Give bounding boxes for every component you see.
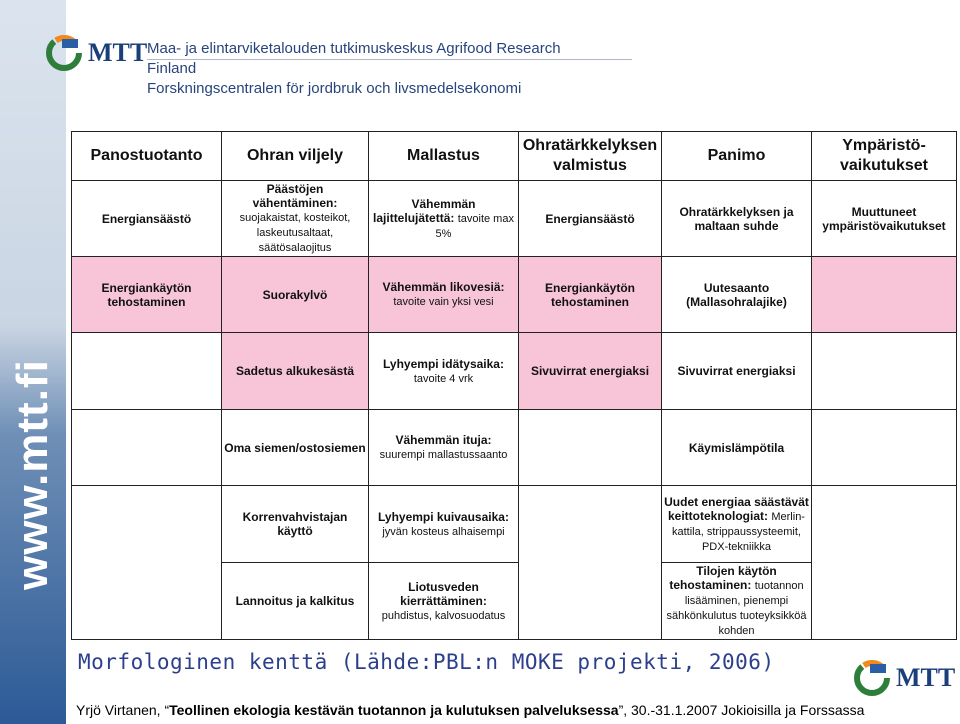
footer-citation [76, 702, 864, 718]
table-cell [369, 410, 519, 486]
morphological-matrix [71, 131, 957, 640]
table-cell-empty [519, 486, 662, 640]
mtt-logo-top [44, 33, 147, 73]
mtt-logo-bottom [852, 658, 955, 698]
table-cell: Lannoitus ja kalkitus [222, 563, 369, 640]
cell-detail-text: puhdistus, kalvosuodatus [381, 609, 506, 622]
table-row [72, 333, 957, 410]
table-cell [662, 563, 812, 640]
mtt-logo-word: MTT [88, 38, 148, 67]
footer-date-place: ”, 30.-31.1.2007 Jokioisilla ja Forssassa [618, 702, 865, 718]
table-cell: Energiansäästö [72, 181, 222, 257]
institution-name-fi: Maa- ja elintarviketalouden tutkimuskeskus Agrifood Research [147, 40, 561, 57]
cell-bold-text: Päästöjen vähentäminen: [252, 182, 338, 210]
column-header: Ohran viljely [222, 132, 369, 181]
cell-bold-text: Vähemmän lajittelujätettä: [373, 196, 476, 225]
table-cell-empty [72, 333, 222, 410]
cell-bold-text: Tilojen käytön tehostaminen: [669, 564, 777, 592]
column-header: Mallastus [369, 132, 519, 181]
table-cell-empty [812, 257, 957, 333]
footer-event-title: Teollinen ekologia kestävän tuotannon ja kulutuksen palveluksessa [169, 702, 619, 718]
cell-bold-text: Lyhyempi idätysaika: [383, 356, 504, 371]
header-row [72, 132, 957, 181]
cell-bold-text: Vähemmän ituja: [395, 433, 492, 447]
cell-bold-text: Liotusveden kierrättäminen: [400, 579, 487, 608]
table-cell: Sivuvirrat energiaksi [662, 333, 812, 410]
table-cell-empty [812, 410, 957, 486]
mtt-logo-mark-icon [852, 658, 892, 698]
table-cell [369, 563, 519, 640]
table-row [72, 257, 957, 333]
table-cell: Energiankäytön tehostaminen [72, 257, 222, 333]
table-cell [369, 486, 519, 563]
cell-bold-text: Uudet energiaa säästävät keittoteknologiat: [664, 494, 809, 523]
column-header: Ympäristö-vaikutukset [812, 132, 957, 181]
table-cell [369, 257, 519, 333]
table-cell [369, 333, 519, 410]
cell-detail-text: tavoite 4 vrk [413, 372, 474, 385]
table-row [72, 486, 957, 563]
table-row [72, 410, 957, 486]
table-cell: Energiansäästö [519, 181, 662, 257]
institution-header [147, 39, 561, 99]
cell-bold-text: Lyhyempi kuivausaika: [378, 509, 509, 524]
mtt-logo-word: MTT [896, 663, 956, 692]
cell-detail-text: tuotannon lisääminen, pienempi sähkönkulutus tuoteyksikköä kohden [666, 580, 807, 637]
cell-detail-text: suojakaistat, kosteikot, laskeutusaltaat, säätösalaojitus [239, 212, 351, 254]
table-cell: Suorakylvö [222, 257, 369, 333]
cell-detail-text: Merlin-kattila, strippaussysteemit, PDX-tekniikka [672, 510, 805, 553]
table-cell [222, 181, 369, 257]
cell-detail-text: jyvän kosteus alhaisempi [382, 525, 505, 538]
mtt-logo-mark-icon [44, 33, 84, 73]
table-cell: Korrenvahvistajan käyttö [222, 486, 369, 563]
table-cell-empty [72, 410, 222, 486]
table-row [72, 181, 957, 257]
column-header: Panostuotanto [72, 132, 222, 181]
cell-bold-text: Vähemmän likovesiä: [382, 280, 505, 294]
cell-detail-text: tavoite vain yksi vesi [393, 296, 494, 308]
institution-country: Finland [147, 60, 197, 77]
table-cell: Sivuvirrat energiaksi [519, 333, 662, 410]
header-rule [147, 59, 632, 60]
table-cell: Muuttuneet ympäristövaikutukset [812, 181, 957, 257]
cell-detail-text: tavoite max 5% [435, 212, 514, 240]
table-cell [369, 181, 519, 257]
table-cell-empty [812, 333, 957, 410]
slide-title: Morfologinen kenttä (Lähde:PBL:n MOKE projekti, 2006) [78, 650, 775, 674]
cell-detail-text: suurempi mallastussaanto [379, 449, 508, 461]
institution-name-sv: Forskningscentralen för jordbruk och livsmedelsekonomi [147, 80, 522, 97]
table-cell: Käymislämpötila [662, 410, 812, 486]
column-header: Panimo [662, 132, 812, 181]
table-cell-empty [72, 486, 222, 640]
table-cell: Energiankäytön tehostaminen [519, 257, 662, 333]
side-url-text: www.mtt.fi [8, 359, 57, 590]
table-cell: Sadetus alkukesästä [222, 333, 369, 410]
table-cell [662, 486, 812, 563]
table-cell-empty [519, 410, 662, 486]
table-cell-empty [812, 486, 957, 640]
table-cell: Uutesaanto (Mallasohralajike) [662, 257, 812, 333]
column-header: Ohratärkkelyksen valmistus [519, 132, 662, 181]
footer-author: Yrjö Virtanen, “ [76, 702, 170, 718]
table-cell: Oma siemen/ostosiemen [222, 410, 369, 486]
table-cell: Ohratärkkelyksen ja maltaan suhde [662, 181, 812, 257]
